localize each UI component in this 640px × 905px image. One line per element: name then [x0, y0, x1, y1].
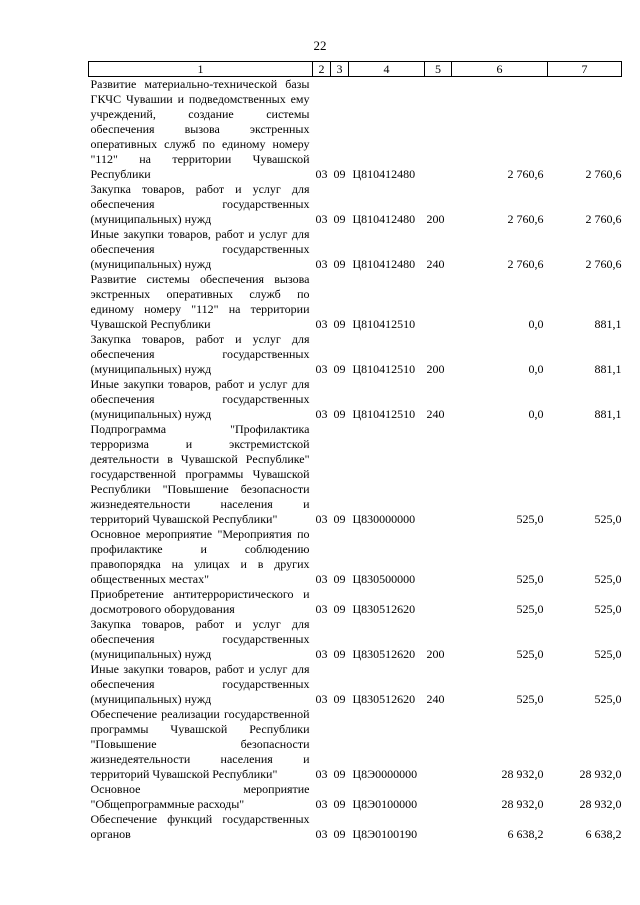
row-amount-1: 0,0: [528, 407, 544, 421]
row-subsection: 09: [333, 317, 346, 331]
row-section: 03: [315, 317, 328, 331]
row-name: Приобретение антитеррористического и досмотрового оборудования: [90, 587, 310, 616]
row-section: 03: [315, 767, 328, 781]
row-name: Иные закупки товаров, работ и услуг для обеспечения государственных (муниципальных) нужд: [90, 227, 310, 271]
row-name: Закупка товаров, работ и услуг для обеспечения государственных (муниципальных) нужд: [90, 332, 310, 376]
table-body: [89, 77, 622, 843]
table-row: [89, 77, 622, 183]
row-amount-2: 2 760,6: [585, 212, 622, 226]
row-amount-2: 525,0: [594, 647, 622, 661]
row-amount-2: 525,0: [594, 572, 622, 586]
row-subsection: 09: [333, 212, 346, 226]
row-subsection: 09: [333, 407, 346, 421]
row-section: 03: [315, 512, 328, 526]
row-subsection: 09: [333, 647, 346, 661]
row-target-code: Ц830500000: [352, 572, 416, 586]
row-subsection: 09: [333, 362, 346, 376]
row-section: 03: [315, 362, 328, 376]
row-amount-2: 28 932,0: [579, 797, 622, 811]
row-subsection: 09: [333, 572, 346, 586]
table-header-row: [89, 62, 622, 77]
row-name: Закупка товаров, работ и услуг для обеспечения государственных (муниципальных) нужд: [90, 182, 310, 226]
row-expense-type: [425, 587, 452, 617]
row-amount-1: 28 932,0: [501, 767, 544, 781]
table-row: [89, 332, 622, 377]
table-row: [89, 587, 622, 617]
row-expense-type: [425, 707, 452, 782]
row-subsection: 09: [333, 602, 346, 616]
row-amount-2: 881,1: [594, 317, 622, 331]
row-section: 03: [315, 167, 328, 181]
row-expense-type: [425, 272, 452, 332]
header-col-6: 6: [452, 62, 548, 77]
row-expense-type: 200: [426, 362, 445, 376]
table-row: [89, 182, 622, 227]
row-target-code: Ц830512620: [352, 647, 416, 661]
row-name: Закупка товаров, работ и услуг для обеспечения государственных (муниципальных) нужд: [90, 617, 310, 661]
row-section: 03: [315, 647, 328, 661]
row-expense-type: [425, 77, 452, 183]
row-target-code: Ц8Э0100190: [352, 827, 418, 841]
row-subsection: 09: [333, 257, 346, 271]
row-name: Развитие системы обеспечения вызова экстренных оперативных служб по единому номеру "112" на территории Чувашской Республики: [90, 272, 310, 331]
row-section: 03: [315, 797, 328, 811]
table-row: [89, 782, 622, 812]
row-expense-type: [425, 527, 452, 587]
row-subsection: 09: [333, 692, 346, 706]
table-row: [89, 812, 622, 842]
row-expense-type: 240: [426, 257, 445, 271]
row-amount-1: 2 760,6: [507, 257, 544, 271]
row-name: Подпрограмма "Профилактика терроризма и экстремистской деятельности в Чувашской Республике" государственной программы Чувашской Республики "Повышение безопасности жизнедеятельности населения и территорий Чувашской Республики": [90, 422, 310, 526]
table-row: [89, 707, 622, 782]
table-row: [89, 662, 622, 707]
row-target-code: Ц810412510: [352, 407, 416, 421]
row-section: 03: [315, 602, 328, 616]
header-col-3: 3: [331, 62, 349, 77]
row-subsection: 09: [333, 512, 346, 526]
row-expense-type: 240: [426, 407, 445, 421]
row-name: Основное мероприятие "Мероприятия по профилактике и соблюдению правопорядка на улицах и в других общественных местах": [90, 527, 310, 586]
row-target-code: Ц810412510: [352, 362, 416, 376]
row-section: 03: [315, 692, 328, 706]
row-amount-1: 525,0: [516, 647, 544, 661]
row-amount-1: 28 932,0: [501, 797, 544, 811]
row-name: Иные закупки товаров, работ и услуг для обеспечения государственных (муниципальных) нужд: [90, 377, 310, 421]
row-section: 03: [315, 257, 328, 271]
row-amount-1: 525,0: [516, 512, 544, 526]
row-subsection: 09: [333, 167, 346, 181]
row-name: Основное мероприятие "Общепрограммные расходы": [90, 782, 310, 811]
header-col-4: 4: [349, 62, 425, 77]
row-expense-type: [425, 782, 452, 812]
row-amount-1: 0,0: [528, 317, 544, 331]
table-row: [89, 422, 622, 527]
row-amount-2: 881,1: [594, 407, 622, 421]
budget-table: [88, 61, 622, 842]
row-expense-type: [425, 812, 452, 842]
row-subsection: 09: [333, 767, 346, 781]
row-expense-type: 200: [426, 212, 445, 226]
row-target-code: Ц830512620: [352, 692, 416, 706]
table-row: [89, 617, 622, 662]
header-col-1: 1: [89, 62, 313, 77]
table-row: [89, 377, 622, 422]
row-name: Обеспечение реализации государственной программы Чувашской Республики "Повышение безопасности жизнедеятельности населения и территорий Чувашской Республики": [90, 707, 310, 781]
row-section: 03: [315, 212, 328, 226]
row-amount-2: 525,0: [594, 692, 622, 706]
row-amount-2: 2 760,6: [585, 167, 622, 181]
row-expense-type: 200: [426, 647, 445, 661]
row-amount-2: 881,1: [594, 362, 622, 376]
table-row: [89, 272, 622, 332]
table-row: [89, 227, 622, 272]
row-target-code: Ц810412480: [352, 167, 416, 181]
row-target-code: Ц810412480: [352, 212, 416, 226]
row-amount-1: 525,0: [516, 692, 544, 706]
row-target-code: Ц810412510: [352, 317, 416, 331]
header-col-2: 2: [313, 62, 331, 77]
row-expense-type: 240: [426, 692, 445, 706]
row-name: Иные закупки товаров, работ и услуг для обеспечения государственных (муниципальных) нужд: [90, 662, 310, 706]
row-target-code: Ц830512620: [352, 602, 416, 616]
row-section: 03: [315, 572, 328, 586]
row-amount-1: 2 760,6: [507, 212, 544, 226]
table-row: [89, 527, 622, 587]
header-col-7: 7: [548, 62, 622, 77]
row-name: Обеспечение функций государственных органов: [90, 812, 310, 841]
row-target-code: Ц810412480: [352, 257, 416, 271]
row-amount-2: 6 638,2: [585, 827, 622, 841]
row-amount-2: 2 760,6: [585, 257, 622, 271]
row-subsection: 09: [333, 827, 346, 841]
row-name: Развитие материально-технической базы ГКЧС Чувашии и подведомственных ему учреждений, создание системы обеспечения вызова экстренных оперативных служб по единому номеру "112" на территории Чувашской Республики: [90, 77, 310, 181]
row-target-code: Ц8Э0000000: [352, 767, 418, 781]
row-subsection: 09: [333, 797, 346, 811]
row-amount-1: 2 760,6: [507, 167, 544, 181]
row-amount-1: 525,0: [516, 602, 544, 616]
row-section: 03: [315, 407, 328, 421]
row-amount-1: 6 638,2: [507, 827, 544, 841]
header-col-5: 5: [425, 62, 452, 77]
row-amount-2: 525,0: [594, 512, 622, 526]
row-expense-type: [425, 422, 452, 527]
row-amount-2: 28 932,0: [579, 767, 622, 781]
row-target-code: Ц8Э0100000: [352, 797, 418, 811]
row-amount-1: 0,0: [528, 362, 544, 376]
row-target-code: Ц830000000: [352, 512, 416, 526]
row-amount-2: 525,0: [594, 602, 622, 616]
page-number: 22: [313, 38, 327, 53]
row-amount-1: 525,0: [516, 572, 544, 586]
row-section: 03: [315, 827, 328, 841]
